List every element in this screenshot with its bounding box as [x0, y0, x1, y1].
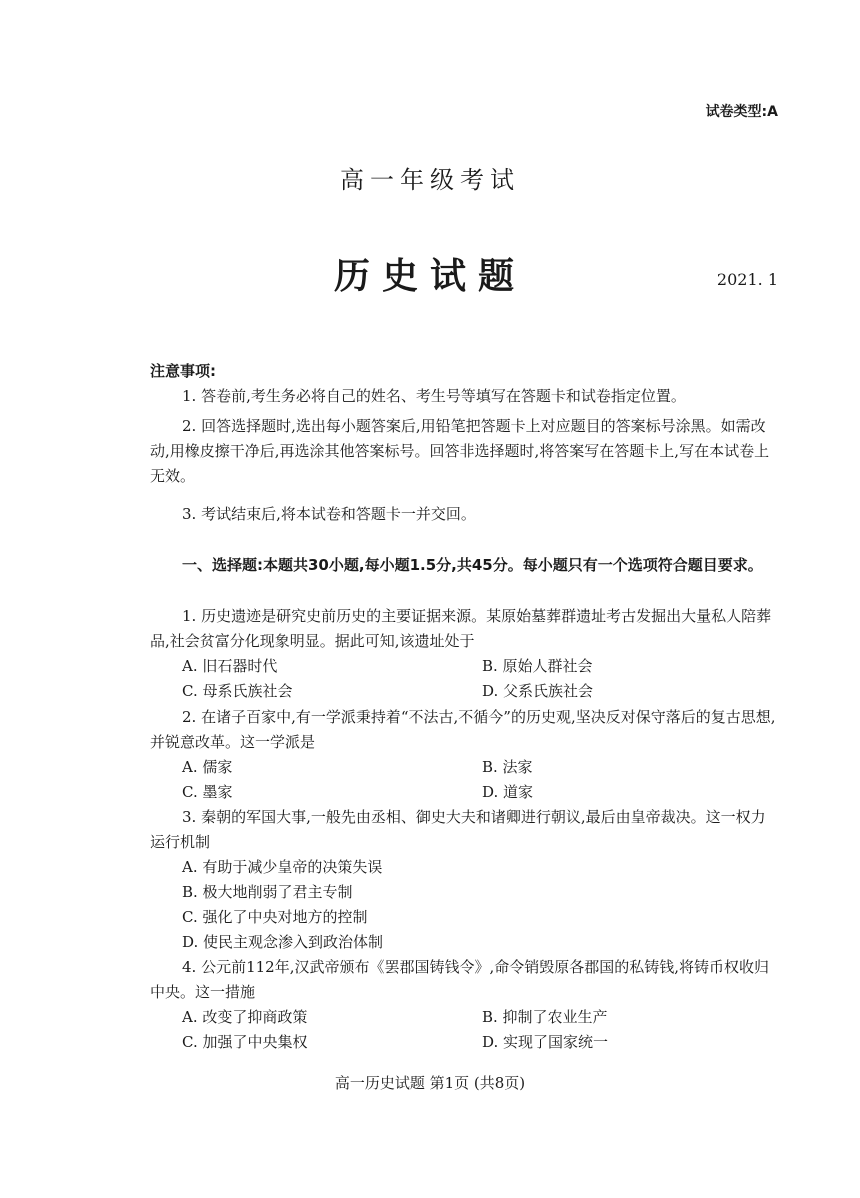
- notice-item: 1. 答卷前,考生务必将自己的姓名、考生号等填写在答题卡和试卷指定位置。: [182, 387, 686, 405]
- page-title: 历史试题: [333, 255, 526, 297]
- question-stem: 4. 公元前112年,汉武帝颁布《罢郡国铸钱令》,命令销毁原各郡国的私铸钱,将铸币权收归中央。这一措施: [150, 958, 770, 1001]
- section-heading: 一、选择题:本题共30小题,每小题1.5分,共45分。每小题只有一个选项符合题目要求。: [182, 556, 763, 574]
- question-option: A. 旧石器时代: [182, 657, 278, 675]
- exam-date: 2021. 1: [716, 270, 778, 289]
- question-option: C. 加强了中央集权: [182, 1033, 308, 1051]
- question-option: B. 原始人群社会: [482, 657, 593, 675]
- page-footer: 高一历史试题 第1页 (共8页): [334, 1074, 526, 1092]
- question-option: C. 强化了中央对地方的控制: [182, 908, 368, 926]
- question-stem: 2. 在诸子百家中,有一学派秉持着“不法古,不循今”的历史观,坚决反对保守落后的复古思想,并锐意改革。这一学派是: [150, 708, 776, 751]
- question-option: D. 实现了国家统一: [482, 1033, 609, 1051]
- question-option: C. 墨家: [182, 783, 233, 801]
- notice-item: 3. 考试结束后,将本试卷和答题卡一并交回。: [182, 505, 476, 523]
- question-stem: 3. 秦朝的军国大事,一般先由丞相、御史大夫和诸卿进行朝议,最后由皇帝裁决。这一权力运行机制: [150, 808, 766, 851]
- question-option: C. 母系氏族社会: [182, 682, 293, 700]
- question-option: B. 法家: [482, 758, 533, 776]
- question-option: D. 道家: [482, 783, 534, 801]
- exam-name: 高一年级考试: [340, 166, 520, 194]
- paper-type-label: 试卷类型:A: [705, 104, 778, 120]
- question-stem: 1. 历史遗迹是研究史前历史的主要证据来源。某原始墓葬群遗址考古发掘出大量私人陪葬品,社会贫富分化现象明显。据此可知,该遗址处于: [150, 607, 772, 650]
- question-option: A. 改变了抑商政策: [182, 1008, 308, 1026]
- question-option: A. 有助于减少皇帝的决策失误: [182, 858, 383, 876]
- question-option: D. 使民主观念渗入到政治体制: [182, 933, 384, 951]
- question-option: A. 儒家: [182, 758, 233, 776]
- notice-item: 2. 回答选择题时,选出每小题答案后,用铅笔把答题卡上对应题目的答案标号涂黑。如需改动,用橡皮擦干净后,再选涂其他答案标号。回答非选择题时,将答案写在答题卡上,写在本试卷上无效。: [150, 417, 770, 485]
- notice-heading: 注意事项:: [150, 362, 216, 380]
- question-option: D. 父系氏族社会: [482, 682, 594, 700]
- question-option: B. 极大地削弱了君主专制: [182, 883, 353, 901]
- question-option: B. 抑制了农业生产: [482, 1008, 608, 1026]
